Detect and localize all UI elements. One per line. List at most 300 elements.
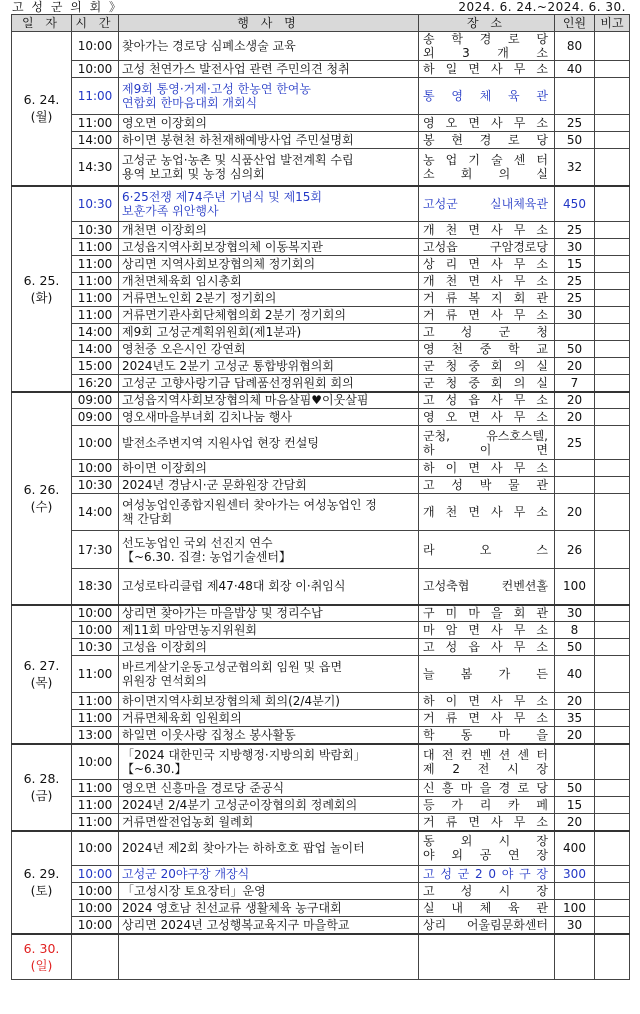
place-cell-line: 외 3 개 소 bbox=[423, 46, 548, 60]
table-row bbox=[12, 883, 630, 900]
count-cell: 20 bbox=[555, 494, 595, 531]
table-row bbox=[12, 132, 630, 149]
count-cell: 25 bbox=[555, 273, 595, 290]
count-cell bbox=[555, 324, 595, 341]
count-cell: 20 bbox=[555, 409, 595, 426]
place-cell: 거 류 면 사 무 소 bbox=[419, 814, 555, 831]
note-cell bbox=[595, 656, 630, 693]
note-cell bbox=[595, 605, 630, 622]
event-cell: 발전소주변지역 지원사업 현장 컨설팅 bbox=[119, 426, 419, 460]
event-cell bbox=[119, 934, 419, 980]
count-cell bbox=[555, 744, 595, 780]
event-cell: 영천중 오은시인 강연회 bbox=[119, 341, 419, 358]
place-cell: 구 미 마 을 회 관 bbox=[419, 605, 555, 622]
event-cell-line: 연합회 한마음대회 개회식 bbox=[122, 96, 258, 110]
place-cell bbox=[419, 744, 555, 780]
table-row bbox=[12, 409, 630, 426]
place-cell bbox=[419, 32, 555, 61]
table-row bbox=[12, 917, 630, 934]
count-cell: 20 bbox=[555, 814, 595, 831]
event-cell bbox=[119, 744, 419, 780]
event-cell: 고성군 고향사랑기금 답례품선정위원회 회의 bbox=[119, 375, 419, 392]
place-cell: 영 천 중 학 교 bbox=[419, 341, 555, 358]
note-cell bbox=[595, 32, 630, 61]
time-cell: 11:00 bbox=[72, 115, 119, 132]
event-cell-line: 「2024 대한민국 지방행정·지방의회 박람회」 bbox=[122, 747, 366, 762]
place-cell-line: 하 이 면 bbox=[423, 442, 548, 457]
count-cell: 50 bbox=[555, 132, 595, 149]
time-cell: 09:00 bbox=[72, 409, 119, 426]
table-row bbox=[12, 426, 630, 460]
time-cell: 11:00 bbox=[72, 710, 119, 727]
date-cell bbox=[12, 831, 72, 934]
note-cell bbox=[595, 239, 630, 256]
event-cell: 고성 천연가스 발전사업 관련 주민의견 청취 bbox=[119, 61, 419, 78]
table-row bbox=[12, 460, 630, 477]
note-cell bbox=[595, 727, 630, 744]
weekday-label: (화) bbox=[30, 289, 53, 305]
event-cell: 영오면 신흥마을 경로당 준공식 bbox=[119, 780, 419, 797]
time-cell: 11:00 bbox=[72, 814, 119, 831]
time-cell: 10:00 bbox=[72, 900, 119, 917]
schedule-table bbox=[11, 14, 630, 980]
event-cell-line: 용역 보고회 및 농정 심의회 bbox=[122, 166, 265, 181]
place-cell: 마 암 면 사 무 소 bbox=[419, 622, 555, 639]
event-cell: 고성읍지역사회보장협의체 이동복지관 bbox=[119, 239, 419, 256]
place-cell: 학 동 마 을 bbox=[419, 727, 555, 744]
table-row bbox=[12, 307, 630, 324]
place-cell: 상 리 면 사 무 소 bbox=[419, 256, 555, 273]
time-cell: 14:00 bbox=[72, 324, 119, 341]
weekday-label: (월) bbox=[30, 109, 53, 125]
date-label: 6. 25. bbox=[23, 272, 60, 288]
table-row bbox=[12, 656, 630, 693]
note-cell bbox=[595, 744, 630, 780]
count-cell: 50 bbox=[555, 341, 595, 358]
place-cell-line: 야 외 공 연 장 bbox=[423, 848, 548, 863]
table-row bbox=[12, 639, 630, 656]
date-cell bbox=[12, 605, 72, 744]
event-cell: 2024년 경남시·군 문화원장 간담회 bbox=[119, 477, 419, 494]
schedule-body bbox=[12, 32, 630, 980]
time-cell: 09:00 bbox=[72, 392, 119, 409]
event-cell-line: 선도농업인 국외 선진지 연수 bbox=[122, 535, 273, 550]
event-cell: 상리면 지역사회보장협의체 정기회의 bbox=[119, 256, 419, 273]
date-cell bbox=[12, 934, 72, 980]
place-cell: 고성축협 컨벤션홀 bbox=[419, 569, 555, 605]
org-name: 고 성 군 의 회 》 bbox=[12, 0, 124, 14]
table-row bbox=[12, 115, 630, 132]
place-cell: 하 이 면 사 무 소 bbox=[419, 460, 555, 477]
event-cell: 고성군 20야구장 개장식 bbox=[119, 866, 419, 883]
date-label: 6. 30. bbox=[23, 940, 60, 956]
date-cell bbox=[12, 32, 72, 186]
date-label: 6. 27. bbox=[23, 658, 60, 673]
event-cell: 2024년도 2분기 고성군 통합방위협의회 bbox=[119, 358, 419, 375]
table-row bbox=[12, 239, 630, 256]
note-cell bbox=[595, 115, 630, 132]
table-row bbox=[12, 866, 630, 883]
place-cell: 신 흥 마 을 경 로 당 bbox=[419, 780, 555, 797]
table-row bbox=[12, 727, 630, 744]
table-row bbox=[12, 622, 630, 639]
time-cell: 10:00 bbox=[72, 622, 119, 639]
count-cell: 30 bbox=[555, 239, 595, 256]
note-cell bbox=[595, 222, 630, 239]
table-row bbox=[12, 341, 630, 358]
place-cell: 봉 현 경 로 당 bbox=[419, 132, 555, 149]
note-cell bbox=[595, 186, 630, 222]
table-row bbox=[12, 358, 630, 375]
place-cell-line: 소 회 의 실 bbox=[423, 166, 548, 181]
event-cell-line: 【~6.30.】 bbox=[122, 761, 187, 776]
document-header bbox=[0, 0, 640, 14]
place-cell: 고성읍 구암경로당 bbox=[419, 239, 555, 256]
count-cell: 30 bbox=[555, 917, 595, 934]
date-label: 6. 26. bbox=[23, 482, 60, 497]
col-header-note: 비고 bbox=[595, 15, 630, 32]
count-cell: 25 bbox=[555, 222, 595, 239]
count-cell: 100 bbox=[555, 900, 595, 917]
count-cell: 80 bbox=[555, 32, 595, 61]
event-cell: 2024년 제2회 찾아가는 하하호호 팝업 놀이터 bbox=[119, 831, 419, 866]
time-cell: 13:00 bbox=[72, 727, 119, 744]
table-row bbox=[12, 61, 630, 78]
time-cell: 10:00 bbox=[72, 917, 119, 934]
count-cell: 25 bbox=[555, 115, 595, 132]
event-cell-line: 보훈가족 위안행사 bbox=[122, 203, 219, 218]
time-cell: 18:30 bbox=[72, 569, 119, 605]
event-cell-line: 고성군 농업·농촌 및 식품산업 발전계획 수립 bbox=[122, 152, 354, 167]
table-row bbox=[12, 375, 630, 392]
table-row bbox=[12, 324, 630, 341]
count-cell: 400 bbox=[555, 831, 595, 866]
count-cell: 15 bbox=[555, 797, 595, 814]
count-cell: 20 bbox=[555, 693, 595, 710]
time-cell: 10:00 bbox=[72, 61, 119, 78]
count-cell: 100 bbox=[555, 569, 595, 605]
time-cell: 11:00 bbox=[72, 797, 119, 814]
col-header-place: 장 소 bbox=[419, 15, 555, 32]
date-cell bbox=[12, 744, 72, 831]
table-header-row bbox=[12, 15, 630, 32]
count-cell: 20 bbox=[555, 727, 595, 744]
event-cell: 고성읍 이장회의 bbox=[119, 639, 419, 656]
place-cell: 고 성 시 장 bbox=[419, 883, 555, 900]
time-cell: 11:00 bbox=[72, 693, 119, 710]
count-cell: 40 bbox=[555, 656, 595, 693]
event-cell: 상리면 2024년 고성행복교육지구 마을학교 bbox=[119, 917, 419, 934]
note-cell bbox=[595, 78, 630, 115]
count-cell: 20 bbox=[555, 358, 595, 375]
place-cell: 실 내 체 육 관 bbox=[419, 900, 555, 917]
time-cell: 15:00 bbox=[72, 358, 119, 375]
table-row bbox=[12, 900, 630, 917]
count-cell: 15 bbox=[555, 256, 595, 273]
date-label: 6. 29. bbox=[23, 866, 60, 881]
count-cell: 25 bbox=[555, 426, 595, 460]
place-cell: 하 일 면 사 무 소 bbox=[419, 61, 555, 78]
place-cell-line: 제 2 전 시 장 bbox=[423, 761, 548, 776]
event-cell: 제11회 마암면농지위원회 bbox=[119, 622, 419, 639]
place-cell: 개 천 면 사 무 소 bbox=[419, 222, 555, 239]
weekday-label: (토) bbox=[30, 883, 53, 898]
weekday-label: (수) bbox=[30, 499, 53, 514]
table-row bbox=[12, 934, 630, 980]
count-cell: 30 bbox=[555, 307, 595, 324]
event-cell-line: 여성농업인종합지원센터 찾아가는 여성농업인 정 bbox=[122, 498, 377, 512]
note-cell bbox=[595, 341, 630, 358]
table-row bbox=[12, 392, 630, 409]
place-cell-line: 군청, 유스호스텔, bbox=[423, 428, 548, 443]
time-cell: 10:00 bbox=[72, 460, 119, 477]
place-cell: 영 오 면 사 무 소 bbox=[419, 115, 555, 132]
place-cell: 고 성 읍 사 무 소 bbox=[419, 392, 555, 409]
event-cell-line: 【~6.30. 집결: 농업기술센터】 bbox=[122, 549, 291, 564]
time-cell: 10:00 bbox=[72, 866, 119, 883]
note-cell bbox=[595, 358, 630, 375]
note-cell bbox=[595, 531, 630, 569]
time-cell: 10:00 bbox=[72, 831, 119, 866]
count-cell: 7 bbox=[555, 375, 595, 392]
event-cell: 하이면지역사회보장협의체 회의(2/4분기) bbox=[119, 693, 419, 710]
table-row bbox=[12, 149, 630, 186]
time-cell: 10:30 bbox=[72, 639, 119, 656]
event-cell: 고성읍지역사회보장협의체 마음살핌♥이웃살핌 bbox=[119, 392, 419, 409]
event-cell-line: 위원장 연석회의 bbox=[122, 674, 207, 688]
note-cell bbox=[595, 290, 630, 307]
event-cell: 개천면체육회 임시총회 bbox=[119, 273, 419, 290]
place-cell: 라 오 스 bbox=[419, 531, 555, 569]
count-cell: 32 bbox=[555, 149, 595, 186]
table-row bbox=[12, 32, 630, 61]
time-cell: 11:00 bbox=[72, 656, 119, 693]
time-cell: 10:30 bbox=[72, 477, 119, 494]
note-cell bbox=[595, 622, 630, 639]
event-cell: 거류면쌀전업농회 월례회 bbox=[119, 814, 419, 831]
place-cell: 개 천 면 사 무 소 bbox=[419, 273, 555, 290]
table-row bbox=[12, 222, 630, 239]
event-cell-line: 바르게살기운동고성군협의회 임원 및 읍면 bbox=[122, 660, 343, 674]
event-cell: 영오새마을부녀회 김치나눔 행사 bbox=[119, 409, 419, 426]
note-cell bbox=[595, 307, 630, 324]
date-cell bbox=[12, 392, 72, 605]
note-cell bbox=[595, 866, 630, 883]
table-row bbox=[12, 780, 630, 797]
time-cell bbox=[72, 934, 119, 980]
date-cell bbox=[12, 186, 72, 392]
table-row bbox=[12, 531, 630, 569]
note-cell bbox=[595, 477, 630, 494]
event-cell: 거류면기관사회단체협의회 2분기 정기회의 bbox=[119, 307, 419, 324]
count-cell: 40 bbox=[555, 61, 595, 78]
count-cell: 25 bbox=[555, 290, 595, 307]
event-cell: 찾아가는 경로당 심폐소생술 교육 bbox=[119, 32, 419, 61]
place-cell bbox=[419, 831, 555, 866]
place-cell: 고성군 실내체육관 bbox=[419, 186, 555, 222]
event-cell-line: 제9회 통영·거제·고성 한농연 한여농 bbox=[122, 82, 311, 96]
table-row bbox=[12, 273, 630, 290]
table-row bbox=[12, 831, 630, 866]
event-cell-line: 책 간담회 bbox=[122, 512, 173, 526]
event-cell: 거류면노인회 2분기 정기회의 bbox=[119, 290, 419, 307]
count-cell: 50 bbox=[555, 639, 595, 656]
count-cell bbox=[555, 934, 595, 980]
table-row bbox=[12, 605, 630, 622]
place-cell-line: 동 외 시 장 bbox=[423, 834, 548, 849]
note-cell bbox=[595, 693, 630, 710]
note-cell bbox=[595, 780, 630, 797]
place-cell bbox=[419, 934, 555, 980]
note-cell bbox=[595, 917, 630, 934]
table-row bbox=[12, 186, 630, 222]
event-cell: 2024년 2/4분기 고성군이장협의회 정례회의 bbox=[119, 797, 419, 814]
event-cell: 「고성시장 토요장터」운영 bbox=[119, 883, 419, 900]
event-cell bbox=[119, 531, 419, 569]
time-cell: 11:00 bbox=[72, 239, 119, 256]
time-cell: 10:00 bbox=[72, 883, 119, 900]
count-cell bbox=[555, 883, 595, 900]
note-cell bbox=[595, 569, 630, 605]
weekday-label: (금) bbox=[30, 788, 53, 803]
event-cell: 하일면 이웃사랑 집청소 봉사활동 bbox=[119, 727, 419, 744]
event-cell: 상리면 찾아가는 마을밥상 및 정리수납 bbox=[119, 605, 419, 622]
event-cell bbox=[119, 78, 419, 115]
col-header-date: 일 자 bbox=[12, 15, 72, 32]
place-cell: 군 청 중 회 의 실 bbox=[419, 375, 555, 392]
date-label: 6. 24. bbox=[23, 92, 60, 108]
event-cell bbox=[119, 186, 419, 222]
note-cell bbox=[595, 797, 630, 814]
time-cell: 10:00 bbox=[72, 426, 119, 460]
place-cell: 거 류 면 사 무 소 bbox=[419, 307, 555, 324]
place-cell: 상리 어울림문화센터 bbox=[419, 917, 555, 934]
time-cell: 11:00 bbox=[72, 307, 119, 324]
note-cell bbox=[595, 934, 630, 980]
table-row bbox=[12, 477, 630, 494]
note-cell bbox=[595, 61, 630, 78]
place-cell: 고 성 박 물 관 bbox=[419, 477, 555, 494]
place-cell: 개 천 면 사 무 소 bbox=[419, 494, 555, 531]
place-cell-line: 대 전 컨 벤 션 센 터 bbox=[423, 747, 548, 762]
event-cell: 고성로타리클럽 제47·48대 회장 이·취임식 bbox=[119, 569, 419, 605]
place-cell-line: 농 업 기 술 센 터 bbox=[423, 152, 548, 167]
place-cell: 통 영 체 육 관 bbox=[419, 78, 555, 115]
place-cell: 등 가 리 카 페 bbox=[419, 797, 555, 814]
event-cell: 영오면 이장회의 bbox=[119, 115, 419, 132]
table-row bbox=[12, 569, 630, 605]
time-cell: 14:30 bbox=[72, 149, 119, 186]
time-cell: 10:30 bbox=[72, 186, 119, 222]
time-cell: 11:00 bbox=[72, 256, 119, 273]
count-cell: 35 bbox=[555, 710, 595, 727]
place-cell bbox=[419, 149, 555, 186]
event-cell-line: 6·25전쟁 제74주년 기념식 및 제15회 bbox=[122, 189, 323, 204]
note-cell bbox=[595, 814, 630, 831]
place-cell-line: 송 학 경 로 당 bbox=[423, 32, 548, 46]
time-cell: 14:00 bbox=[72, 494, 119, 531]
note-cell bbox=[595, 256, 630, 273]
count-cell bbox=[555, 477, 595, 494]
count-cell bbox=[555, 78, 595, 115]
schedule-period: 2024. 6. 24.~2024. 6. 30. bbox=[458, 0, 626, 14]
count-cell bbox=[555, 460, 595, 477]
note-cell bbox=[595, 900, 630, 917]
note-cell bbox=[595, 883, 630, 900]
place-cell: 고 성 군 2 0 야 구 장 bbox=[419, 866, 555, 883]
note-cell bbox=[595, 324, 630, 341]
time-cell: 14:00 bbox=[72, 132, 119, 149]
place-cell: 고 성 읍 사 무 소 bbox=[419, 639, 555, 656]
count-cell: 450 bbox=[555, 186, 595, 222]
time-cell: 11:00 bbox=[72, 78, 119, 115]
place-cell: 군 청 중 회 의 실 bbox=[419, 358, 555, 375]
event-cell bbox=[119, 149, 419, 186]
event-cell: 하이면 이장회의 bbox=[119, 460, 419, 477]
note-cell bbox=[595, 494, 630, 531]
event-cell bbox=[119, 656, 419, 693]
note-cell bbox=[595, 639, 630, 656]
col-header-time: 시 간 bbox=[72, 15, 119, 32]
event-cell: 2024 영호남 친선교류 생활체육 농구대회 bbox=[119, 900, 419, 917]
event-cell bbox=[119, 494, 419, 531]
note-cell bbox=[595, 409, 630, 426]
note-cell bbox=[595, 273, 630, 290]
count-cell: 8 bbox=[555, 622, 595, 639]
time-cell: 11:00 bbox=[72, 780, 119, 797]
event-cell: 거류면체육회 임원회의 bbox=[119, 710, 419, 727]
time-cell: 10:00 bbox=[72, 744, 119, 780]
table-row bbox=[12, 744, 630, 780]
note-cell bbox=[595, 149, 630, 186]
time-cell: 14:00 bbox=[72, 341, 119, 358]
time-cell: 10:30 bbox=[72, 222, 119, 239]
note-cell bbox=[595, 460, 630, 477]
note-cell bbox=[595, 392, 630, 409]
place-cell: 늘 봄 가 든 bbox=[419, 656, 555, 693]
note-cell bbox=[595, 132, 630, 149]
col-header-count: 인원 bbox=[555, 15, 595, 32]
table-row bbox=[12, 290, 630, 307]
time-cell: 11:00 bbox=[72, 273, 119, 290]
place-cell: 고 성 군 청 bbox=[419, 324, 555, 341]
table-row bbox=[12, 710, 630, 727]
place-cell: 거 류 면 사 무 소 bbox=[419, 710, 555, 727]
table-row bbox=[12, 494, 630, 531]
note-cell bbox=[595, 426, 630, 460]
time-cell: 10:00 bbox=[72, 32, 119, 61]
event-cell: 하이면 봉현천 하천재해예방사업 주민설명회 bbox=[119, 132, 419, 149]
note-cell bbox=[595, 375, 630, 392]
table-row bbox=[12, 797, 630, 814]
place-cell: 거 류 복 지 회 관 bbox=[419, 290, 555, 307]
table-row bbox=[12, 693, 630, 710]
place-cell: 하 이 면 사 무 소 bbox=[419, 693, 555, 710]
event-cell: 제9회 고성군계획위원회(제1분과) bbox=[119, 324, 419, 341]
count-cell: 30 bbox=[555, 605, 595, 622]
time-cell: 16:20 bbox=[72, 375, 119, 392]
weekday-label: (일) bbox=[30, 957, 53, 973]
time-cell: 10:00 bbox=[72, 605, 119, 622]
count-cell: 20 bbox=[555, 392, 595, 409]
count-cell: 26 bbox=[555, 531, 595, 569]
note-cell bbox=[595, 831, 630, 866]
date-label: 6. 28. bbox=[23, 771, 60, 786]
event-cell: 개천면 이장회의 bbox=[119, 222, 419, 239]
count-cell: 300 bbox=[555, 866, 595, 883]
table-row bbox=[12, 256, 630, 273]
time-cell: 11:00 bbox=[72, 290, 119, 307]
